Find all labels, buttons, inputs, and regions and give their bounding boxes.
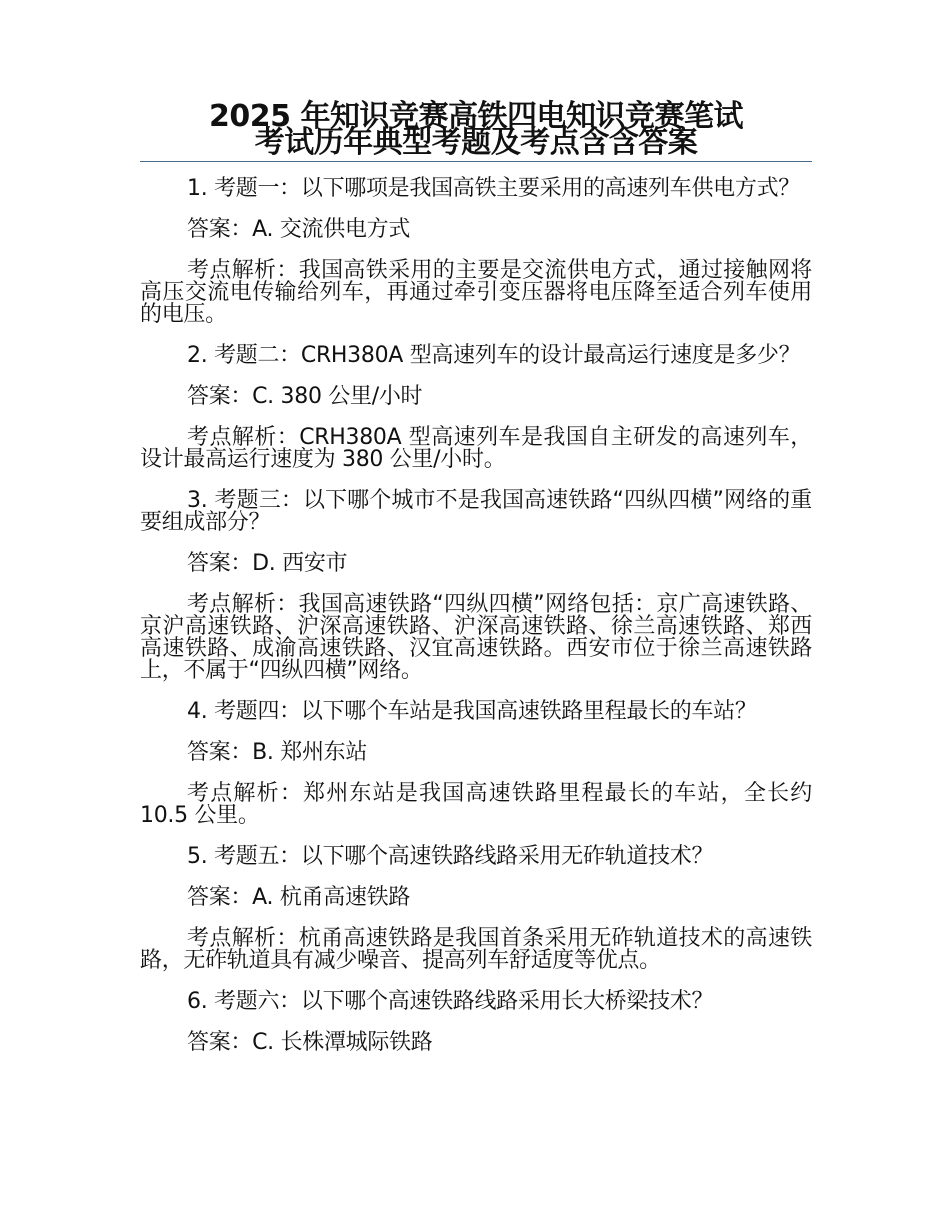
- answer-2: 答案：C. 380 公里/小时: [187, 384, 423, 409]
- document-body: [140, 178, 812, 1073]
- analysis-2: 考点解析：CRH380A 型高速列车是我国自主研发的高速列车，设计最高运行速度为 380 公里/小时。: [140, 425, 812, 472]
- answer-5: 答案：A. 杭甬高速铁路: [187, 885, 411, 910]
- answer-1: 答案：A. 交流供电方式: [187, 217, 411, 242]
- question-2: 2. 考题二：CRH380A 型高速列车的设计最高运行速度是多少？: [187, 343, 801, 368]
- title-line-2: 考试历年典型考题及考点含含答案: [254, 125, 698, 160]
- analysis-5: 考点解析：杭甬高速铁路是我国首条采用无砟轨道技术的高速铁路，无砟轨道具有减少噪音、提高列车舒适度等优点。: [140, 926, 812, 973]
- document-title: [140, 99, 812, 160]
- analysis-4: 考点解析：郑州东站是我国高速铁路里程最长的车站，全长约 10.5 公里。: [140, 781, 812, 828]
- answer-4: 答案：B. 郑州东站: [187, 740, 368, 765]
- answer-3: 答案：D. 西安市: [187, 551, 348, 576]
- question-3: 3. 考题三：以下哪个城市不是我国高速铁路“四纵四横”网络的重要组成部分？: [140, 488, 812, 535]
- question-4: 4. 考题四：以下哪个车站是我国高速铁路里程最长的车站？: [187, 699, 757, 724]
- answer-6: 答案：C. 长株潭城际铁路: [187, 1030, 433, 1055]
- question-6: 6. 考题六：以下哪个高速铁路线路采用长大桥梁技术？: [187, 989, 714, 1014]
- question-1: 1. 考题一：以下哪项是我国高铁主要采用的高速列车供电方式？: [187, 176, 800, 201]
- analysis-1: 考点解析：我国高铁采用的主要是交流供电方式，通过接触网将高压交流电传输给列车，再通过牵引变压器将电压降至适合列车使用的电压。: [140, 258, 812, 327]
- title-underline: [140, 161, 812, 162]
- question-5: 5. 考题五：以下哪个高速铁路线路采用无砟轨道技术？: [187, 844, 714, 869]
- analysis-3: 考点解析：我国高速铁路“四纵四横”网络包括：京广高速铁路、京沪高速铁路、沪深高速铁路、沪深高速铁路、徐兰高速铁路、郑西高速铁路、成渝高速铁路、汉宜高速铁路。西安市位于徐兰高速铁路上，不属于“四纵四横”网络。: [140, 592, 812, 683]
- title-line-1: 2025 年知识竞赛高铁四电知识竞赛笔试: [209, 99, 743, 134]
